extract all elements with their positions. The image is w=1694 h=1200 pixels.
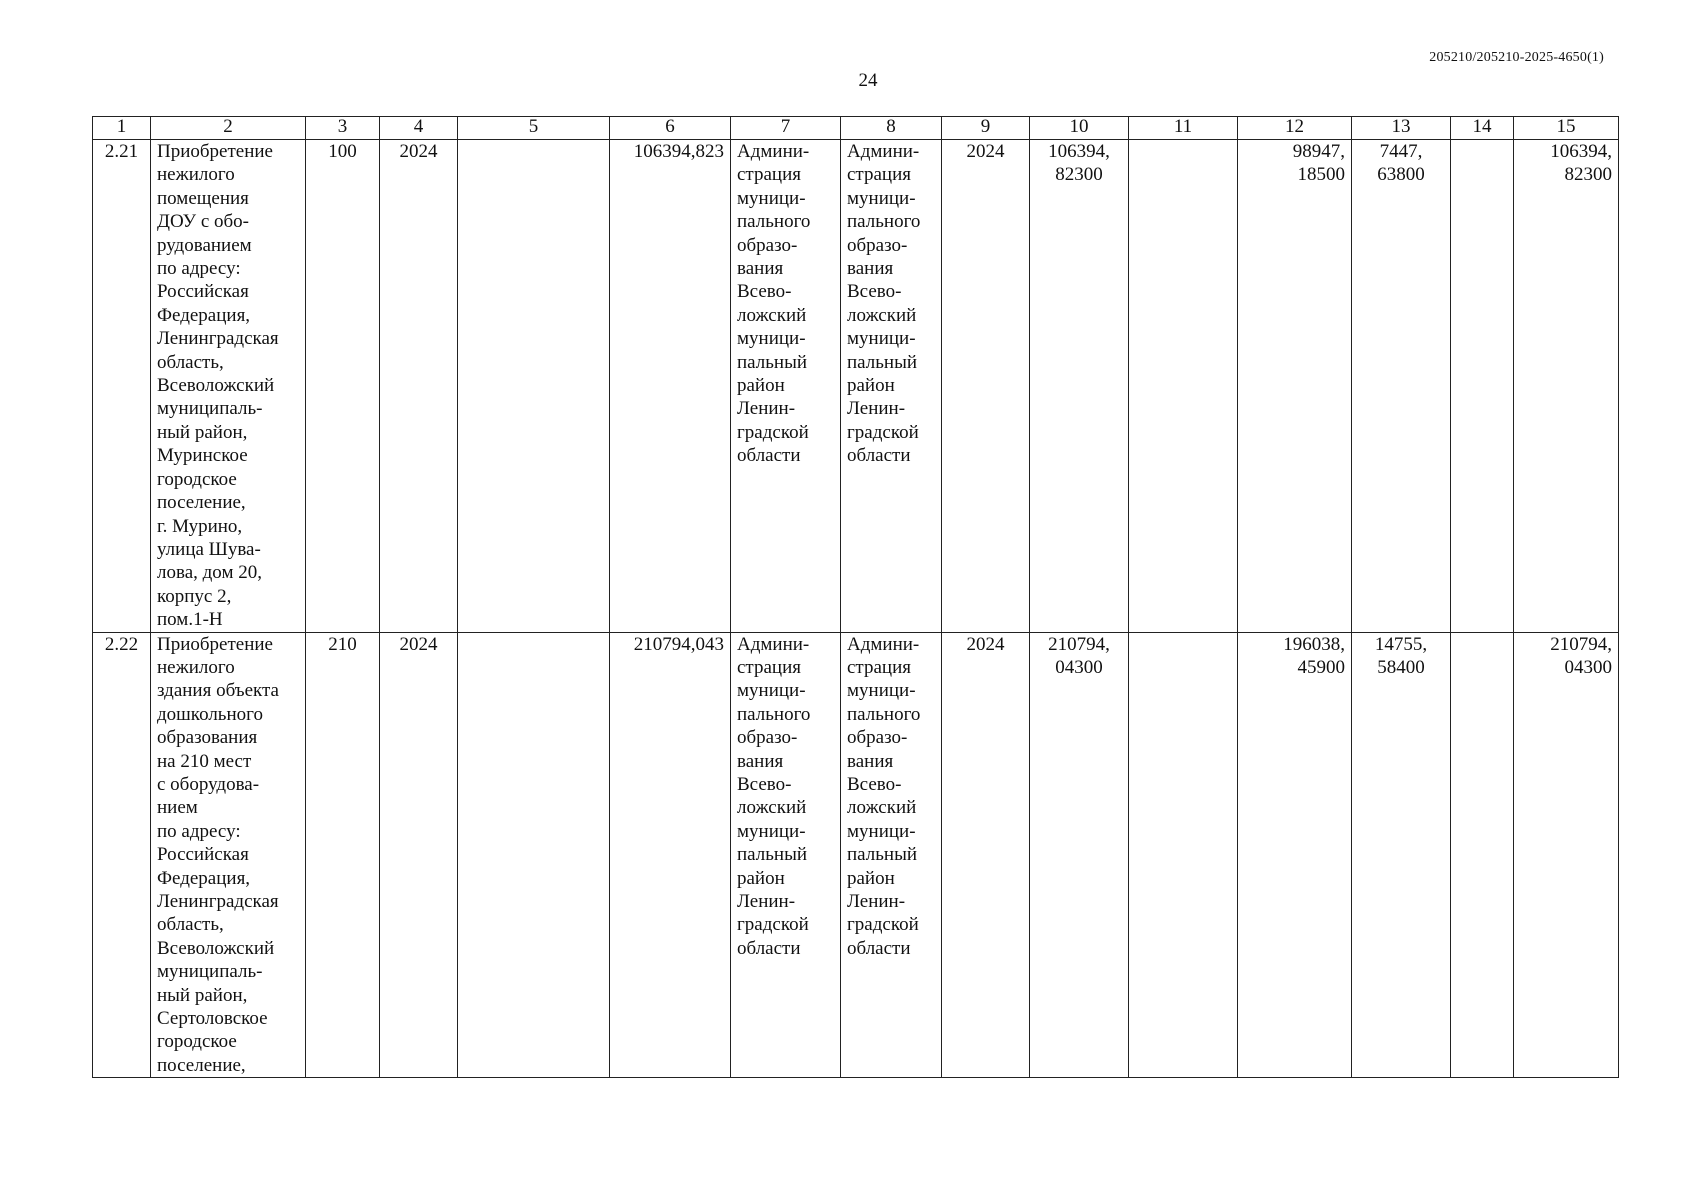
column-header: 7	[731, 117, 841, 140]
column-header: 1	[93, 117, 151, 140]
column-header: 11	[1129, 117, 1238, 140]
cell-col11	[1129, 632, 1238, 1078]
cell-col6: 106394,823	[610, 140, 731, 633]
column-header: 3	[306, 117, 380, 140]
cell-col10: 210794, 04300	[1030, 632, 1129, 1078]
column-header: 5	[458, 117, 610, 140]
cell-col9: 2024	[942, 140, 1030, 633]
cell-col10: 106394, 82300	[1030, 140, 1129, 633]
cell-col12: 196038, 45900	[1238, 632, 1352, 1078]
column-header: 13	[1352, 117, 1451, 140]
document-id: 205210/205210-2025-4650(1)	[1429, 50, 1604, 65]
cell-col4: 2024	[380, 632, 458, 1078]
cell-col5	[458, 140, 610, 633]
cell-col13: 7447, 63800	[1352, 140, 1451, 633]
cell-col3: 100	[306, 140, 380, 633]
object-name: Приобретение нежилого здания объекта дошкольного образования на 210 мест с оборудова- нием по адресу: Российская Федерация, Ленинградская область, Всеволожский муниципаль- ный район, Сертоловское городское поселение,	[151, 632, 306, 1078]
cell-col14	[1451, 632, 1514, 1078]
header-row	[93, 117, 1619, 140]
object-name: Приобретение нежилого помещения ДОУ с обо- рудованием по адресу: Российская Федерация, Ленинградская область, Всеволожский муниципаль- ный район, Муринское городское поселение, г. Мурино, улица Шува- лова, дом 20, корпус 2, пом.1-Н	[151, 140, 306, 633]
cell-col5	[458, 632, 610, 1078]
row-number: 2.22	[93, 632, 151, 1078]
cell-col15: 210794, 04300	[1514, 632, 1619, 1078]
cell-col12: 98947, 18500	[1238, 140, 1352, 633]
cell-col6: 210794,043	[610, 632, 731, 1078]
cell-col14	[1451, 140, 1514, 633]
column-header: 6	[610, 117, 731, 140]
column-header: 2	[151, 117, 306, 140]
column-header: 14	[1451, 117, 1514, 140]
row-number: 2.21	[93, 140, 151, 633]
column-header: 8	[841, 117, 942, 140]
column-header: 15	[1514, 117, 1619, 140]
cell-col7: Админи- страция муници- пального образо- вания Всево- ложский муници- пальный район Ленин- градской области	[731, 632, 841, 1078]
register-table	[92, 116, 1619, 1078]
cell-col13: 14755, 58400	[1352, 632, 1451, 1078]
cell-col8: Админи- страция муници- пального образо- вания Всево- ложский муници- пальный район Ленин- градской области	[841, 140, 942, 633]
cell-col3: 210	[306, 632, 380, 1078]
cell-col9: 2024	[942, 632, 1030, 1078]
cell-col15: 106394, 82300	[1514, 140, 1619, 633]
column-header: 10	[1030, 117, 1129, 140]
cell-col11	[1129, 140, 1238, 633]
table-row	[93, 632, 1619, 1078]
page-number: 24	[858, 70, 878, 91]
table-row	[93, 140, 1619, 633]
cell-col8: Админи- страция муници- пального образо- вания Всево- ложский муници- пальный район Ленин- градской области	[841, 632, 942, 1078]
cell-col4: 2024	[380, 140, 458, 633]
column-header: 4	[380, 117, 458, 140]
cell-col7: Админи- страция муници- пального образо- вания Всево- ложский муници- пальный район Ленин- градской области	[731, 140, 841, 633]
column-header: 12	[1238, 117, 1352, 140]
column-header: 9	[942, 117, 1030, 140]
